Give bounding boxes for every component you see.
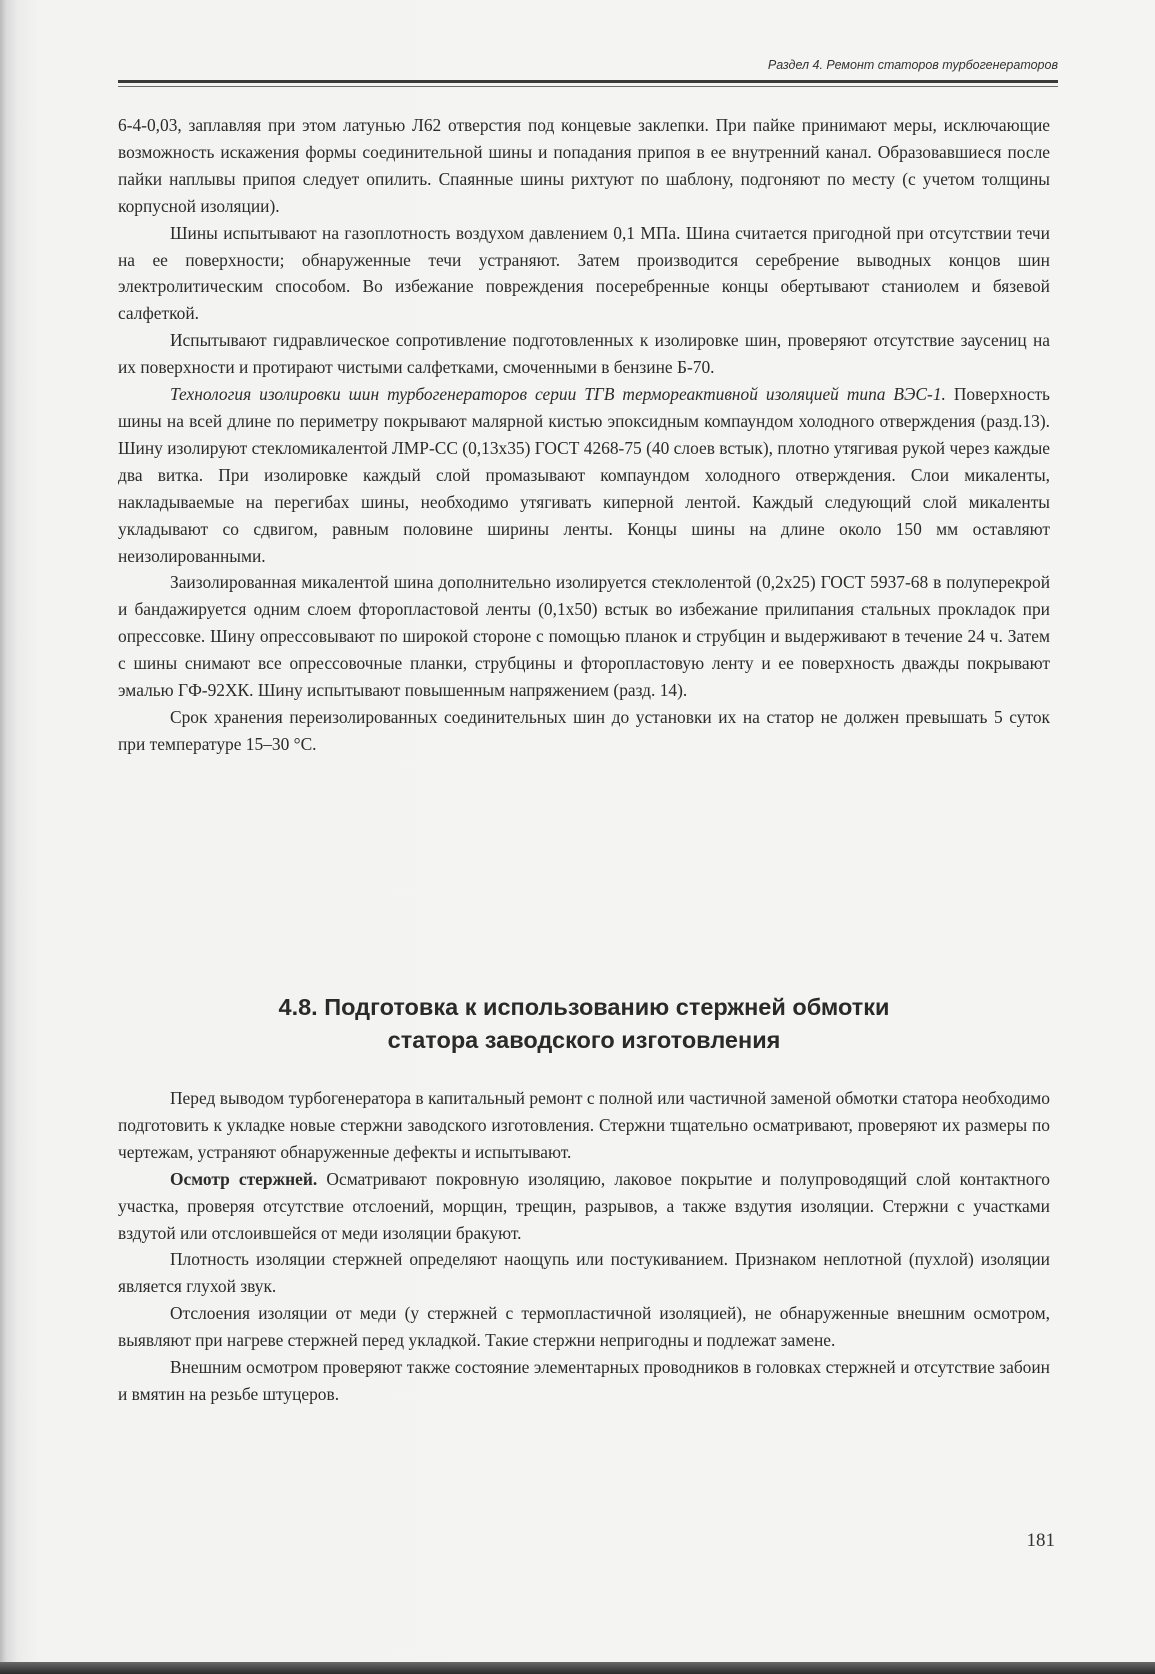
section-heading-line-1: 4.8. Подготовка к использованию стержней обмотки — [278, 994, 890, 1020]
header-rule-thick — [118, 80, 1058, 83]
running-head: Раздел 4. Ремонт статоров турбогенераторов — [767, 58, 1058, 72]
section-heading — [118, 991, 1050, 1057]
paragraph: Плотность изоляции стержней определяют наощупь или постукиванием. Признаком неплотной (пухлой) изоляции является глухой звук. — [118, 1249, 1050, 1297]
section-heading-line-2: статора заводского изготовления — [387, 1027, 781, 1053]
body-text-bottom — [118, 1085, 1050, 1408]
header-rule-thin — [118, 86, 1058, 87]
paragraph: Перед выводом турбогенератора в капитальный ремонт с полной или частичной заменой обмотки статора необходимо подготовить к укладке новые стержни заводского изготовления. Стержни тщательно осматривают, проверяют их размеры по чертежам, устраняют обнаруженные дефекты и испытывают. — [118, 1088, 1050, 1162]
paragraph-text: Осматривают покровную изоляцию, лаковое покрытие и полупроводящий слой контактного участка, проверяя отсутствие отслоений, морщин, трещин, разрывов, а также вздутия изоляции. Стержни с участками вздутой или отслоившейся от меди изоляции бракуют. — [118, 1168, 1050, 1243]
page-number: 181 — [1026, 1530, 1055, 1551]
paragraph: 6-4-0,03, заплавляя при этом латунью Л62 отверстия под концевые заклепки. При пайке принимают меры, исключающие возможность искажения формы соединительной шины и попадания припоя в ее внутренний канал. Образовавшиеся после пайки наплывы припоя следует опилить. Спаянные шины рихтуют по шаблону, подгоняют по месту (с учетом толщины корпусной изоляции). — [118, 115, 1050, 216]
paragraph: Шины испытывают на газоплотность воздухом давлением 0,1 МПа. Шина считается пригодной при отсутствии течи на ее поверхности; обнаруженные течи устраняют. Затем производится серебрение выводных концов шин электролитическим способом. Во избежание повреждения посеребренные концы обертывают станиолем и бязевой салфеткой. — [118, 222, 1050, 324]
paragraph: Заизолированная микалентой шина дополнительно изолируется стеклолентой (0,2х25) ГОСТ 5937-68 в полуперекрой и бандажируется одним слоем фторопластовой ленты (0,1х50) встык во избежание прилипания стальных прокладок при опрессовке. Шину опрессовывают по широкой стороне с помощью планок и струбцин и выдерживают в течение 24 ч. Затем с шины снимают все опрессовочные планки, струбцины и фторопластовую ленту и ее поверхность дважды покрывают эмалью ГФ-92ХК. Шину испытывают повышенным напряжением (разд. 14). — [118, 572, 1050, 701]
scan-bottom-edge — [0, 1662, 1155, 1674]
body-text-top — [118, 112, 1050, 758]
paragraph: Испытывают гидравлическое сопротивление подготовленных к изолировке шин, проверяют отсутствие заусениц на их поверхности и протирают чистыми салфетками, смоченными в бензине Б-70. — [118, 330, 1050, 378]
paragraph: Внешним осмотром проверяют также состояние элементарных проводников в головках стержней и отсутствие забоин и вмятин на резьбе штуцеров. — [118, 1357, 1050, 1404]
italic-run-in-title: Технология изолировки шин турбогенераторов серии ТГВ термореактивной изоляцией типа ВЭС-1. — [170, 384, 946, 405]
bold-run-in-title: Осмотр стержней. — [170, 1168, 318, 1189]
paragraph — [118, 381, 1050, 569]
paragraph: Отслоения изоляции от меди (у стержней с термопластичной изоляцией), не обнаруженные внешним осмотром, выявляют при нагреве стержней перед укладкой. Такие стержни непригодны и подлежат замене. — [118, 1303, 1050, 1351]
paragraph — [118, 1166, 1050, 1247]
paragraph: Срок хранения переизолированных соединительных шин до установки их на статор не должен превышать 5 суток при температуре 15–30 °С. — [118, 706, 1050, 754]
paragraph-text: Поверхность шины на всей длине по периметру покрывают малярной кистью эпоксидным компаундом холодного отверждения (разд.13). Шину изолируют стекломикалентой ЛМР-СС (0,13х35) ГОСТ 4268-75 (40 слоев встык), плотно утягивая рукой через каждые два витка. При изолировке каждый слой промазывают компаундом холодного отверждения. Слои микаленты, накладываемые на перегибах шины, необходимо утягивать киперной лентой. Каждый следующий слой микаленты укладывают со сдвигом, равным половине ширины ленты. Концы шины на длине около 150 мм оставляют неизолированными. — [118, 384, 1050, 566]
